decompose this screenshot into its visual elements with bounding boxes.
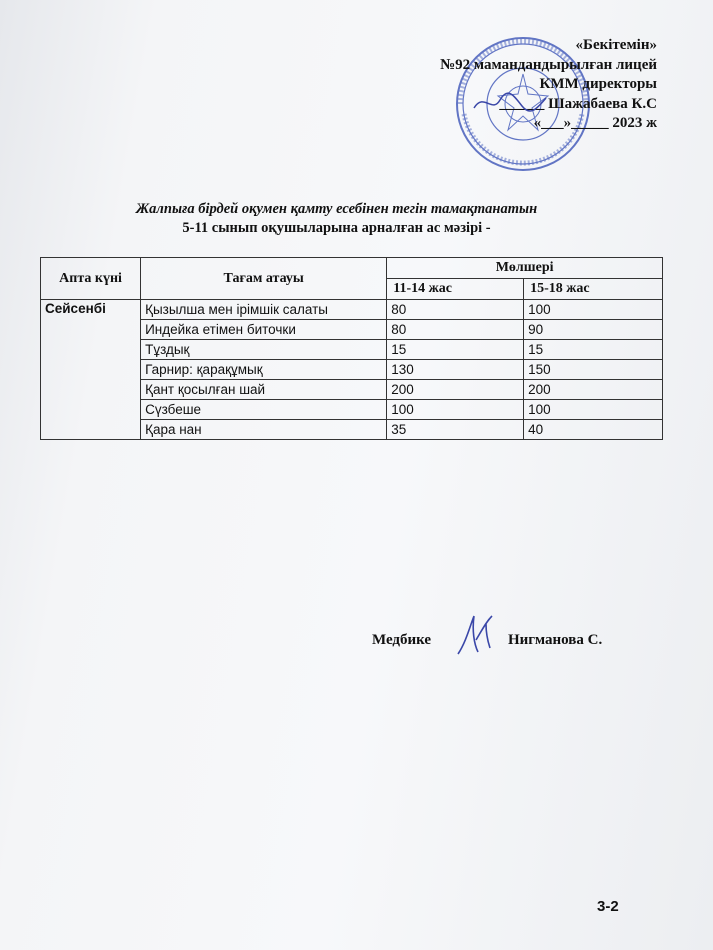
dish-cell: Индейка етімен биточки xyxy=(141,320,387,340)
amount-11-14-cell: 200 xyxy=(387,380,524,400)
amount-11-14-cell: 80 xyxy=(387,300,524,320)
approval-block xyxy=(440,36,657,134)
amount-11-14-cell: 130 xyxy=(387,360,524,380)
nurse-label: Медбике xyxy=(372,632,432,648)
dish-cell: Тұздық xyxy=(141,340,387,360)
header-dish: Тағам атауы xyxy=(141,258,387,300)
amount-15-18-cell: 150 xyxy=(524,360,663,380)
amount-15-18-cell: 100 xyxy=(524,400,663,420)
director-signature-icon xyxy=(470,88,550,118)
amount-15-18-cell: 90 xyxy=(524,320,663,340)
amount-15-18-cell: 100 xyxy=(524,300,663,320)
approval-heading: «Бекітемін» xyxy=(575,37,657,53)
amount-11-14-cell: 15 xyxy=(387,340,524,360)
dish-cell: Қызылша мен ірімшік салаты xyxy=(141,300,387,320)
dish-cell: Гарнир: қарақұмық xyxy=(141,360,387,380)
header-age-11-14: 11-14 жас xyxy=(387,279,524,300)
amount-11-14-cell: 80 xyxy=(387,320,524,340)
amount-15-18-cell: 200 xyxy=(524,380,663,400)
amount-11-14-cell: 100 xyxy=(387,400,524,420)
nurse-signature-icon xyxy=(452,612,498,658)
amount-11-14-cell: 35 xyxy=(387,420,524,440)
document-title-line2: 5-11 сынып оқушыларына арналған ас мәзірі - xyxy=(182,220,491,236)
menu-table xyxy=(40,257,663,440)
approval-director: ______ Шажабаева К.С xyxy=(499,95,657,112)
dish-cell: Қант қосылған шай xyxy=(141,380,387,400)
header-age-15-18: 15-18 жас xyxy=(524,279,663,300)
nurse-name: Нигманова С. xyxy=(508,632,603,648)
amount-15-18-cell: 40 xyxy=(524,420,663,440)
header-day: Апта күні xyxy=(41,258,141,300)
header-amount: Мөлшері xyxy=(387,258,663,279)
approval-organization: №92 мамандандырылған лицей xyxy=(440,56,657,73)
document-title-line1: Жалпыға бірдей оқумен қамту есебінен тегін тамақтанатын xyxy=(135,201,538,217)
approval-position: КММ директоры xyxy=(539,76,657,92)
day-cell: Сейсенбі xyxy=(41,300,141,440)
amount-15-18-cell: 15 xyxy=(524,340,663,360)
dish-cell: Қара нан xyxy=(141,420,387,440)
table-row xyxy=(41,300,663,320)
approval-date: «___»_____ 2023 ж xyxy=(533,115,657,131)
page-number: 3-2 xyxy=(597,898,619,915)
dish-cell: Сүзбеше xyxy=(141,400,387,420)
